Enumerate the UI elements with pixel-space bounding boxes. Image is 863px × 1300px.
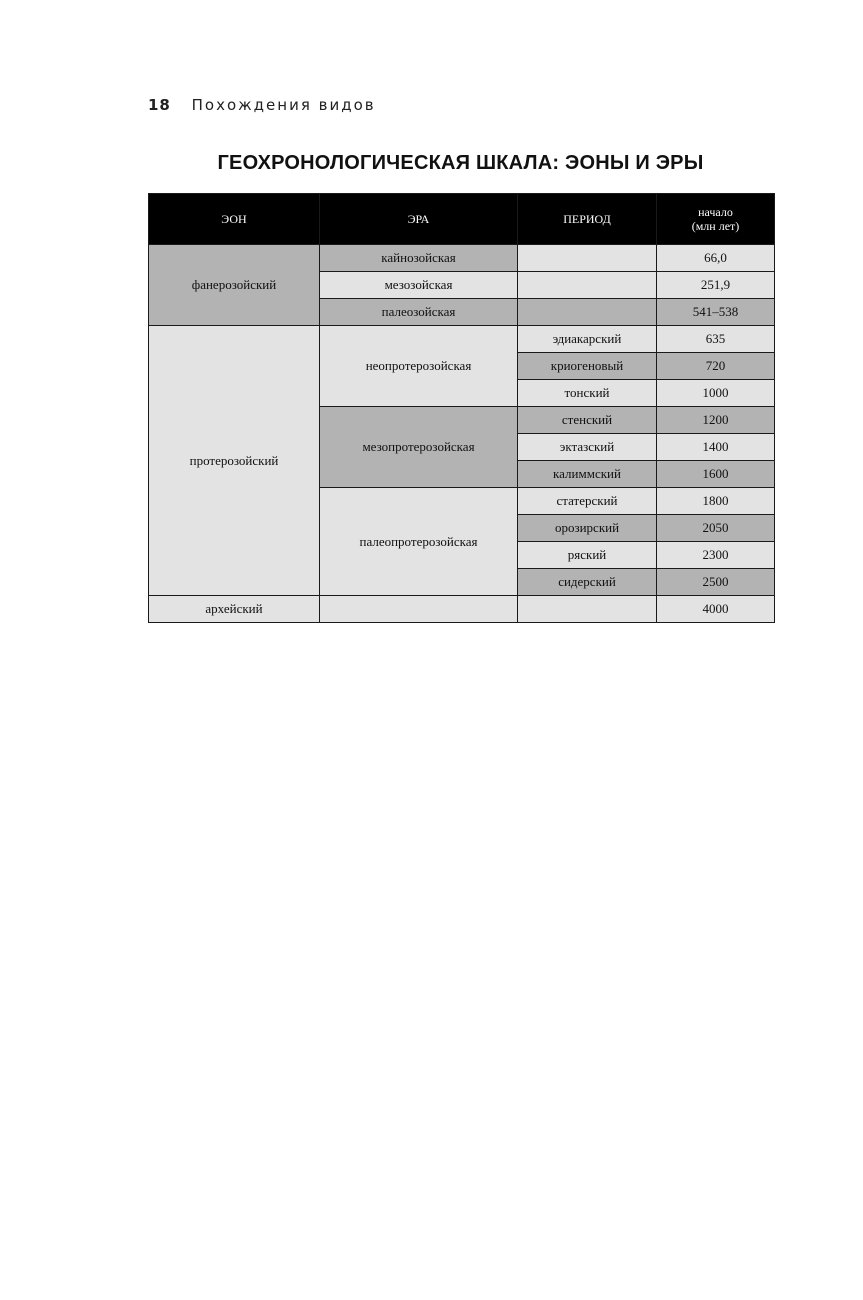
- table-title: ГЕОХРОНОЛОГИЧЕСКАЯ ШКАЛА: ЭОНЫ И ЭРЫ: [217, 152, 704, 174]
- eon-cell-proterozoic: протерозойский: [149, 326, 320, 596]
- header-start-label: начало: [698, 205, 733, 219]
- start-cell: 2500: [657, 569, 775, 596]
- header-start: [657, 194, 775, 245]
- period-cell: эдиакарский: [518, 326, 657, 353]
- table-row: [149, 245, 775, 272]
- period-cell: калиммский: [518, 461, 657, 488]
- eon-cell-archean: архейский: [149, 596, 320, 623]
- running-title: Похождения видов: [191, 96, 376, 114]
- start-cell: 1200: [657, 407, 775, 434]
- era-cell: мезозойская: [320, 272, 518, 299]
- era-cell-mesoproterozoic: мезопротерозойская: [320, 407, 518, 488]
- geochronological-table: [148, 193, 775, 623]
- start-cell: 4000: [657, 596, 775, 623]
- period-cell: ряский: [518, 542, 657, 569]
- era-cell-paleoproterozoic: палеопротерозойская: [320, 488, 518, 596]
- start-cell: 720: [657, 353, 775, 380]
- start-cell: 2300: [657, 542, 775, 569]
- start-cell: 1800: [657, 488, 775, 515]
- period-cell: [518, 272, 657, 299]
- period-cell: криогеновый: [518, 353, 657, 380]
- table-row: [149, 596, 775, 623]
- header-era: ЭРА: [320, 194, 518, 245]
- era-cell: палеозойская: [320, 299, 518, 326]
- period-cell: [518, 299, 657, 326]
- start-cell: 66,0: [657, 245, 775, 272]
- eon-cell-phanerozoic: фанерозойский: [149, 245, 320, 326]
- period-cell: орозирский: [518, 515, 657, 542]
- era-cell-neoproterozoic: неопротерозойская: [320, 326, 518, 407]
- page-number: 18: [148, 96, 171, 114]
- start-cell: 2050: [657, 515, 775, 542]
- start-cell: 541–538: [657, 299, 775, 326]
- start-cell: 1400: [657, 434, 775, 461]
- start-cell: 1000: [657, 380, 775, 407]
- period-cell: статерский: [518, 488, 657, 515]
- period-cell: [518, 245, 657, 272]
- period-cell: сидерский: [518, 569, 657, 596]
- header-eon: ЭОН: [149, 194, 320, 245]
- header-start-unit: (млн лет): [691, 219, 740, 233]
- period-cell: стенский: [518, 407, 657, 434]
- start-cell: 635: [657, 326, 775, 353]
- period-cell: тонский: [518, 380, 657, 407]
- table-row: [149, 326, 775, 353]
- header-period: ПЕРИОД: [518, 194, 657, 245]
- start-cell: 1600: [657, 461, 775, 488]
- period-cell: [518, 596, 657, 623]
- period-cell: эктазский: [518, 434, 657, 461]
- start-cell: 251,9: [657, 272, 775, 299]
- table-header-row: [149, 194, 775, 245]
- era-cell: [320, 596, 518, 623]
- era-cell: кайнозойская: [320, 245, 518, 272]
- running-head: [148, 96, 376, 114]
